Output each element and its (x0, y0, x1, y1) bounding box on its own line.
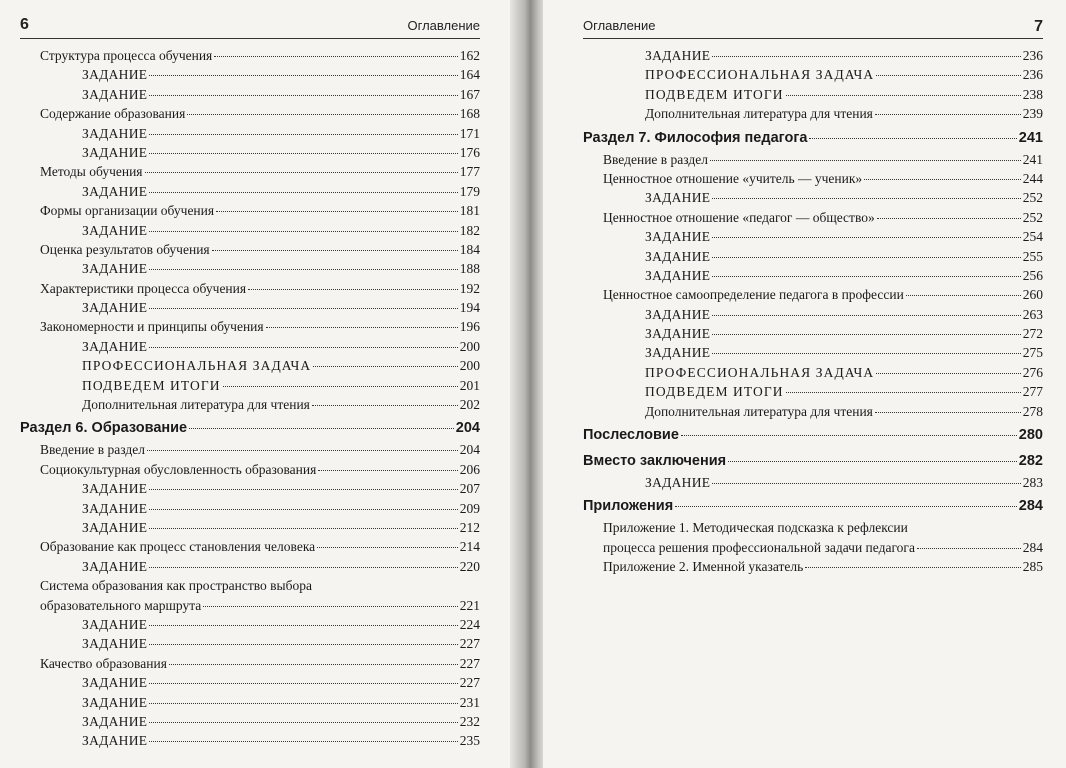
toc-entry (583, 557, 1043, 576)
toc-entry-page: 164 (459, 67, 480, 83)
toc-entry-title: Приложения (583, 498, 674, 515)
toc-entry-title: образовательного маршрута (40, 597, 202, 613)
dot-leader (877, 218, 1021, 219)
toc-entry-page: 177 (459, 164, 480, 180)
toc-list-right (583, 46, 1043, 577)
toc-entry-title: Раздел 6. Образование (20, 420, 188, 437)
toc-entry-page: 285 (1022, 559, 1043, 575)
toc-entry-page: 200 (459, 338, 480, 354)
toc-entry (20, 460, 480, 479)
toc-entry-title: ЗАДАНИЕ (82, 481, 148, 497)
toc-entry (20, 104, 480, 123)
toc-entry-page: 227 (459, 675, 480, 691)
toc-entry-title: ЗАДАНИЕ (82, 733, 148, 749)
toc-entry-title: Образование как процесс становления человека (40, 539, 316, 555)
toc-entry (583, 169, 1043, 188)
toc-entry (20, 654, 480, 673)
toc-entry-page: 162 (459, 48, 480, 63)
toc-entry-title: Ценностное отношение «учитель — ученик» (603, 170, 863, 186)
dot-leader (147, 450, 458, 451)
toc-entry (583, 305, 1043, 324)
toc-entry (20, 162, 480, 181)
toc-entry (583, 188, 1043, 207)
dot-leader (149, 153, 457, 154)
running-head: Оглавление (583, 18, 656, 33)
dot-leader (149, 192, 457, 193)
toc-entry (20, 395, 480, 414)
toc-entry-page: 221 (459, 597, 480, 613)
dot-leader (712, 198, 1020, 199)
toc-entry-page: 235 (459, 733, 480, 749)
dot-leader (906, 295, 1021, 296)
toc-entry (583, 104, 1043, 123)
toc-entry-title: процесса решения профессиональной задачи педагога (603, 539, 915, 555)
toc-entry (20, 518, 480, 537)
toc-entry-title: Приложение 1. Методическая подсказка к рефлексии (603, 520, 908, 536)
toc-entry-title: ЗАДАНИЕ (645, 306, 711, 322)
toc-entry-title: Дополнительная литература для чтения (645, 106, 873, 122)
dot-leader (149, 489, 457, 490)
toc-entry-page: 184 (459, 241, 480, 257)
toc-entry-page: 231 (459, 694, 480, 710)
dot-leader (786, 95, 1021, 96)
toc-entry-page: 278 (1022, 403, 1043, 419)
toc-entry-title: ЗАДАНИЕ (645, 345, 711, 361)
toc-entry-title: Система образования как пространство выбора (40, 578, 312, 594)
toc-entry (583, 382, 1043, 401)
toc-entry-page: 182 (459, 222, 480, 238)
toc-entry-title: ЗАДАНИЕ (82, 67, 148, 83)
dot-leader (712, 483, 1020, 484)
toc-entry-title: ЗАДАНИЕ (82, 558, 148, 574)
toc-entry-page: 280 (1018, 427, 1043, 444)
toc-entry-title: Характеристики процесса обучения (40, 280, 247, 296)
dot-leader (712, 257, 1020, 258)
dot-leader (149, 95, 457, 96)
toc-entry (20, 337, 480, 356)
toc-entry (20, 201, 480, 220)
toc-list-left (20, 46, 480, 751)
toc-entry-title: Дополнительная литература для чтения (645, 403, 873, 419)
dot-leader (214, 56, 457, 57)
toc-entry-page: 220 (459, 558, 480, 574)
toc-entry (20, 317, 480, 336)
toc-entry-page: 276 (1022, 364, 1043, 380)
toc-entry-page: 283 (1022, 475, 1043, 491)
toc-entry-page: 224 (459, 616, 480, 632)
toc-entry-page: 254 (1022, 229, 1043, 245)
toc-entry (20, 576, 480, 595)
dot-leader (189, 428, 454, 429)
toc-entry (20, 46, 480, 65)
toc-entry-page: 256 (1022, 267, 1043, 283)
toc-entry-title: ЗАДАНИЕ (82, 261, 148, 277)
toc-entry (583, 150, 1043, 169)
toc-entry (20, 124, 480, 143)
toc-entry (20, 731, 480, 750)
toc-entry-title: Послесловие (583, 427, 679, 444)
dot-leader (149, 528, 457, 529)
dot-leader (712, 56, 1020, 57)
toc-entry-title: Вместо заключения (583, 453, 727, 470)
toc-entry-title: ЗАДАНИЕ (82, 183, 148, 199)
toc-entry-title: Закономерности и принципы обучения (40, 319, 264, 335)
dot-leader (223, 386, 458, 387)
toc-entry-title: Введение в раздел (40, 442, 145, 458)
dot-leader (876, 75, 1020, 76)
toc-entry (20, 596, 480, 615)
toc-entry-page: 282 (1018, 453, 1043, 470)
toc-entry-page: 179 (459, 183, 480, 199)
dot-leader (248, 289, 458, 290)
dot-leader (149, 347, 457, 348)
dot-leader (149, 683, 457, 684)
toc-entry-page: 284 (1018, 498, 1043, 515)
toc-entry-title: ЗАДАНИЕ (645, 248, 711, 264)
dot-leader (149, 625, 457, 626)
toc-entry (583, 46, 1043, 65)
toc-entry-page: 192 (459, 280, 480, 296)
toc-entry (583, 363, 1043, 382)
toc-entry (20, 615, 480, 634)
toc-entry-page: 194 (459, 300, 480, 316)
toc-entry (20, 479, 480, 498)
toc-entry-page: 239 (1022, 106, 1043, 122)
dot-leader (875, 114, 1021, 115)
right-page (543, 0, 1066, 768)
toc-entry-title: ЗАДАНИЕ (82, 500, 148, 516)
toc-entry-page: 255 (1022, 248, 1043, 264)
dot-leader (149, 308, 457, 309)
toc-entry-title: ПРОФЕССИОНАЛЬНАЯ ЗАДАЧА (82, 358, 312, 374)
toc-entry-page: 241 (1022, 151, 1043, 167)
toc-entry (20, 712, 480, 731)
toc-entry-page: 204 (459, 442, 480, 458)
toc-entry-title: Оценка результатов обучения (40, 241, 210, 257)
toc-section-entry (583, 449, 1043, 473)
toc-entry-title: ЗАДАНИЕ (82, 338, 148, 354)
toc-entry (583, 227, 1043, 246)
running-head: Оглавление (407, 18, 480, 33)
toc-entry (20, 298, 480, 317)
dot-leader (712, 334, 1020, 335)
toc-entry (20, 279, 480, 298)
toc-entry (20, 537, 480, 556)
toc-entry-title: ПОДВЕДЕМ ИТОГИ (645, 86, 784, 102)
left-page-header (20, 16, 480, 38)
dot-leader (203, 606, 457, 607)
toc-entry-page: 212 (459, 519, 480, 535)
toc-entry-page: 275 (1022, 345, 1043, 361)
toc-entry (583, 208, 1043, 227)
toc-entry-page: 272 (1022, 326, 1043, 342)
toc-entry (583, 343, 1043, 362)
header-rule (20, 38, 480, 39)
dot-leader (149, 75, 457, 76)
toc-entry (20, 143, 480, 162)
toc-entry (20, 693, 480, 712)
toc-entry-page: 238 (1022, 86, 1043, 102)
toc-entry (20, 634, 480, 653)
toc-entry (20, 376, 480, 395)
toc-entry-title: ПОДВЕДЕМ ИТОГИ (82, 377, 221, 393)
toc-entry-page: 277 (1022, 384, 1043, 400)
toc-entry-page: 252 (1022, 190, 1043, 206)
dot-leader (318, 470, 457, 471)
toc-entry-page: 227 (459, 636, 480, 652)
toc-entry-title: Введение в раздел (603, 151, 708, 167)
toc-entry-title: ПРОФЕССИОНАЛЬНАЯ ЗАДАЧА (645, 364, 875, 380)
toc-entry-page: 232 (459, 713, 480, 729)
toc-entry-page: 241 (1018, 129, 1043, 146)
toc-entry-title: Дополнительная литература для чтения (82, 397, 310, 413)
toc-entry (20, 356, 480, 375)
dot-leader (875, 412, 1021, 413)
toc-entry-title: ЗАДАНИЕ (82, 222, 148, 238)
dot-leader (917, 548, 1021, 549)
dot-leader (317, 547, 458, 548)
dot-leader (805, 567, 1020, 568)
dot-leader (145, 172, 458, 173)
toc-entry-page: 236 (1022, 67, 1043, 83)
page-number: 7 (1034, 18, 1043, 35)
toc-entry-title: ЗАДАНИЕ (82, 694, 148, 710)
toc-entry-page: 252 (1022, 209, 1043, 225)
toc-section-entry (583, 494, 1043, 518)
dot-leader (149, 703, 457, 704)
toc-entry-title: Раздел 7. Философия педагога (583, 129, 808, 146)
toc-entry-title: ЗАДАНИЕ (82, 86, 148, 102)
dot-leader (809, 138, 1016, 139)
left-page (0, 0, 514, 768)
toc-entry-page: 204 (455, 420, 480, 437)
toc-entry-title: ЗАДАНИЕ (645, 190, 711, 206)
dot-leader (864, 179, 1021, 180)
toc-entry-title: Структура процесса обучения (40, 48, 213, 63)
toc-entry (20, 673, 480, 692)
toc-entry-title: Формы организации обучения (40, 203, 215, 219)
toc-entry-title: ЗАДАНИЕ (82, 616, 148, 632)
toc-entry (20, 499, 480, 518)
dot-leader (212, 250, 458, 251)
toc-entry-page: 202 (459, 397, 480, 413)
toc-entry-title: Содержание образования (40, 106, 186, 122)
toc-entry (20, 557, 480, 576)
toc-entry-title: ЗАДАНИЕ (82, 636, 148, 652)
dot-leader (266, 327, 458, 328)
toc-entry (20, 259, 480, 278)
toc-section-entry (583, 126, 1043, 150)
toc-entry-page: 214 (459, 539, 480, 555)
toc-entry (583, 85, 1043, 104)
right-page-header (583, 16, 1043, 38)
toc-entry-title: Приложение 2. Именной указатель (603, 559, 804, 575)
toc-entry (583, 518, 1043, 537)
toc-entry (583, 324, 1043, 343)
toc-entry-page: 176 (459, 144, 480, 160)
toc-entry-title: ЗАДАНИЕ (82, 675, 148, 691)
toc-entry-title: Социокультурная обусловленность образования (40, 461, 317, 477)
toc-entry-title: ЗАДАНИЕ (82, 519, 148, 535)
dot-leader (149, 269, 457, 270)
toc-entry (583, 247, 1043, 266)
toc-entry (583, 402, 1043, 421)
dot-leader (149, 644, 457, 645)
toc-entry-title: ЗАДАНИЕ (645, 48, 711, 63)
toc-entry (20, 221, 480, 240)
dot-leader (149, 134, 457, 135)
book-gutter (510, 0, 547, 768)
toc-entry-page: 209 (459, 500, 480, 516)
toc-entry-page: 260 (1022, 287, 1043, 303)
toc-entry (583, 285, 1043, 304)
toc-section-entry (583, 423, 1043, 447)
dot-leader (312, 405, 458, 406)
toc-entry-page: 206 (459, 461, 480, 477)
toc-entry-title: Методы обучения (40, 164, 143, 180)
toc-entry-page: 284 (1022, 539, 1043, 555)
dot-leader (786, 392, 1021, 393)
toc-entry (583, 538, 1043, 557)
toc-entry-page: 196 (459, 319, 480, 335)
dot-leader (675, 506, 1017, 507)
dot-leader (712, 237, 1020, 238)
toc-entry-title: Ценностное самоопределение педагога в профессии (603, 287, 904, 303)
dot-leader (149, 741, 457, 742)
dot-leader (149, 722, 457, 723)
toc-entry-title: ЗАДАНИЕ (82, 144, 148, 160)
toc-entry (583, 65, 1043, 84)
toc-entry-page: 263 (1022, 306, 1043, 322)
toc-entry-page: 236 (1022, 48, 1043, 63)
toc-entry-page: 181 (459, 203, 480, 219)
dot-leader (169, 664, 458, 665)
toc-entry-title: ЗАДАНИЕ (645, 326, 711, 342)
toc-entry-title: ЗАДАНИЕ (645, 229, 711, 245)
toc-entry (20, 240, 480, 259)
toc-entry-title: ЗАДАНИЕ (82, 125, 148, 141)
toc-entry-page: 167 (459, 86, 480, 102)
toc-entry-title: ЗАДАНИЕ (82, 713, 148, 729)
toc-entry-page: 244 (1022, 170, 1043, 186)
toc-section-entry (20, 416, 480, 440)
toc-entry-page: 171 (459, 125, 480, 141)
page-number: 6 (20, 16, 29, 33)
toc-entry-title: ПОДВЕДЕМ ИТОГИ (645, 384, 784, 400)
toc-entry-page: 200 (459, 358, 480, 374)
dot-leader (876, 373, 1020, 374)
toc-entry (20, 440, 480, 459)
dot-leader (728, 461, 1017, 462)
toc-entry-page: 188 (459, 261, 480, 277)
toc-entry-title: Ценностное отношение «педагог — общество» (603, 209, 875, 225)
toc-entry-page: 201 (459, 377, 480, 393)
toc-entry (583, 266, 1043, 285)
dot-leader (712, 353, 1020, 354)
dot-leader (149, 567, 457, 568)
dot-leader (149, 231, 457, 232)
dot-leader (187, 114, 457, 115)
toc-entry (20, 65, 480, 84)
toc-entry-page: 207 (459, 481, 480, 497)
toc-entry-title: ЗАДАНИЕ (82, 300, 148, 316)
toc-entry-page: 227 (459, 655, 480, 671)
dot-leader (712, 276, 1020, 277)
dot-leader (313, 366, 457, 367)
toc-entry (583, 473, 1043, 492)
dot-leader (681, 435, 1017, 436)
toc-entry-title: Качество образования (40, 655, 167, 671)
dot-leader (216, 211, 458, 212)
header-rule (583, 38, 1043, 39)
dot-leader (712, 315, 1020, 316)
dot-leader (710, 160, 1021, 161)
toc-entry-page: 168 (459, 106, 480, 122)
toc-entry (20, 182, 480, 201)
dot-leader (149, 509, 457, 510)
toc-entry-title: ЗАДАНИЕ (645, 475, 711, 491)
toc-entry (20, 85, 480, 104)
toc-entry-title: ЗАДАНИЕ (645, 267, 711, 283)
toc-entry-title: ПРОФЕССИОНАЛЬНАЯ ЗАДАЧА (645, 67, 875, 83)
